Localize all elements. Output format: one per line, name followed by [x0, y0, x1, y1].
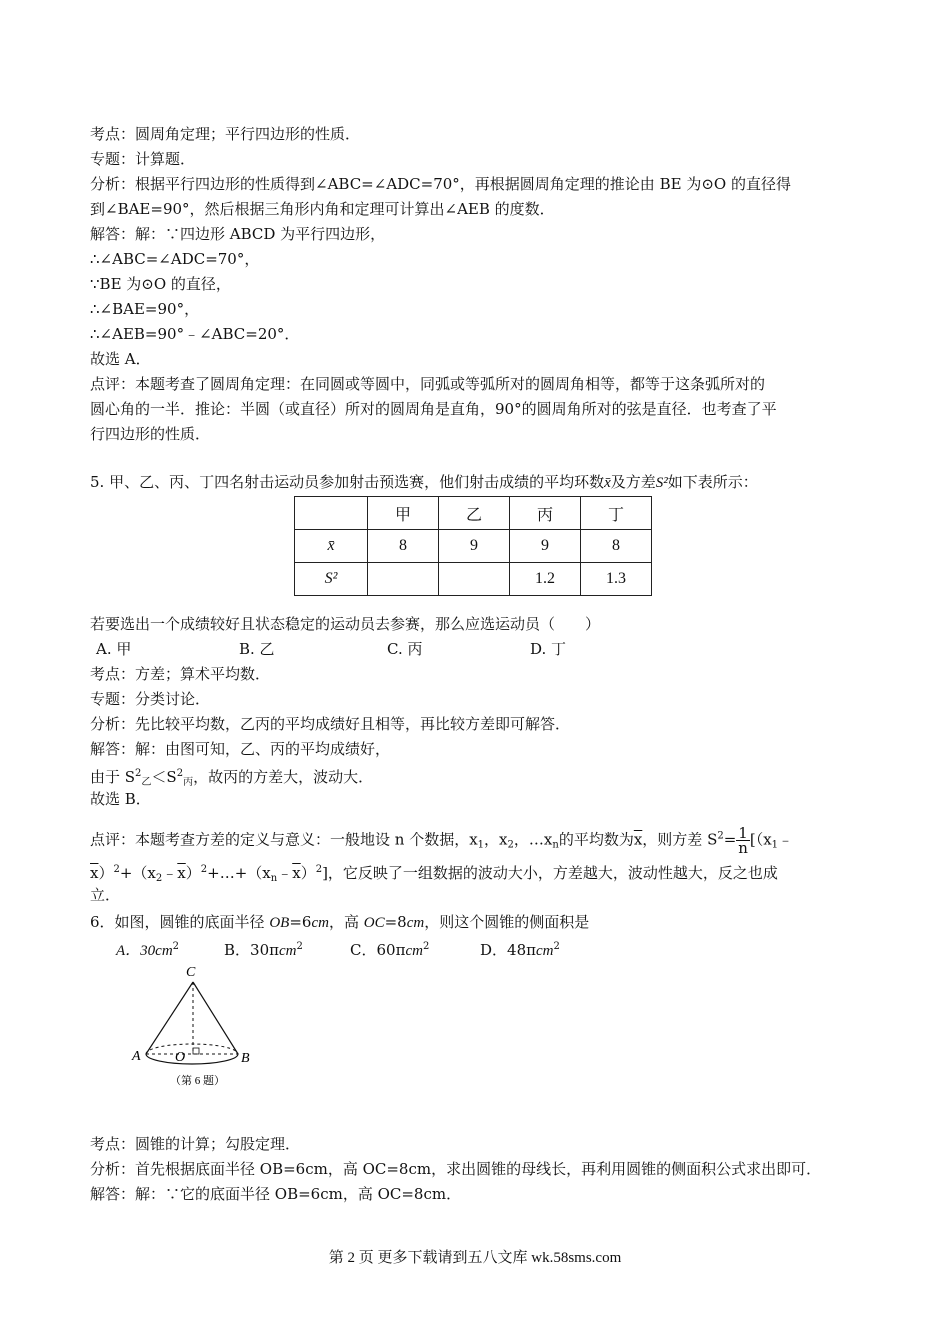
q4-comment-2: 圆心角的一半．推论：半圆（或直径）所对的圆周角是直角，90°的圆周角所对的弦是直径．也考查了平 — [90, 400, 777, 418]
cone-base-back — [146, 1044, 238, 1054]
q5-answer-2: 由于 $S^2_乙<S^2_丙$，故丙的方差大，波动大． — [90, 768, 374, 788]
table-cell: 9 — [439, 530, 510, 563]
q5-comment-3: 立． — [90, 886, 121, 904]
table-row — [295, 530, 652, 563]
q4-answer-4: ∴∠BAE=90°， — [90, 300, 200, 318]
page-footer: 第 2 页 更多下载请到五八文库 wk.58sms.com — [328, 1250, 622, 1266]
q5-analysis: 分析：先比较平均数，乙丙的平均成绩好且相等，再比较方差即可解答． — [90, 715, 571, 733]
option-b: B．30πcm$^2$ — [224, 941, 303, 959]
table-cell: 8 — [581, 530, 652, 563]
right-angle-mark — [193, 1048, 199, 1054]
q4-choice: 故选 A． — [90, 350, 151, 368]
table-header-ding: 丁 — [581, 497, 652, 530]
table-cell — [439, 563, 510, 596]
option-a: A．$30cm^2$ — [116, 941, 180, 959]
label-a: A — [132, 1049, 141, 1064]
table-cell: 1.2 — [510, 563, 581, 596]
s2-symbol: S² — [655, 475, 668, 491]
option-a: A. 甲 — [96, 640, 132, 658]
q5-zhuanti: 专题：分类讨论． — [90, 690, 211, 708]
q4-comment-1: 点评：本题考查了圆周角定理：在同圆或等圆中，同弧或等弧所对的圆周角相等，都等于这条弧所对的 — [90, 375, 766, 393]
xbar-symbol: $\overline{x}$ — [633, 830, 643, 849]
q6-analysis: 分析：首先根据底面半径 OB=6cm，高 OC=8cm，求出圆锥的母线长，再利用圆锥的侧面积公式求出即可． — [90, 1160, 822, 1178]
q5-kaodian: 考点：方差；算术平均数． — [90, 665, 271, 683]
q4-answer-2: ∴∠ABC=∠ADC=70°， — [90, 250, 260, 268]
q6-kaodian: 考点：圆锥的计算；勾股定理． — [90, 1135, 301, 1153]
q4-analysis-1: 分析：根据平行四边形的性质得到∠ABC=∠ADC=70°，再根据圆周角定理的推论由 BE 为⊙O 的直径得 — [90, 175, 791, 193]
stats-table — [294, 496, 652, 596]
table-row — [295, 497, 652, 530]
option-b: B. 乙 — [239, 640, 275, 658]
label-c: C — [186, 965, 196, 980]
fraction-one-over-n: $\frac{1}{n}$ — [738, 824, 748, 857]
option-d: D. 丁 — [530, 640, 567, 658]
q5-options — [96, 639, 566, 659]
q5-comment-2: $\overline{x})^2+(x_2﹣\overline{x})^2+\dots+(x_n﹣\overline{x})^2$]，它反映了一组数据的波动大小，方差越大，波动性越大，反之也成 — [90, 864, 778, 884]
q4-kaodian: 考点：圆周角定理；平行四边形的性质． — [90, 125, 361, 143]
q5-choice: 故选 B． — [90, 790, 151, 808]
cone-right-edge — [193, 982, 238, 1054]
xbar-symbol: x̄ — [604, 475, 611, 491]
label-o: O — [175, 1050, 186, 1065]
cone-figure — [126, 960, 266, 1092]
q5-question: 若要选出一个成绩较好且状态稳定的运动员去参赛，那么应选运动员（ ） — [90, 615, 601, 633]
q5-answer-1: 解答：解：由图可知，乙、丙的平均成绩好， — [90, 740, 391, 758]
table-cell: 9 — [510, 530, 581, 563]
q5-comment-1: 点评：本题考查方差的定义与意义：一般地设 n 个数据，$x_1$，$x_2$，$\dots x_n$的平均数为$\overline{x}$，则方差 $S^2=$ $\frac{1}{n}$ [（$x_1﹣$ — [90, 824, 794, 857]
q6-stem: 6．如图，圆锥的底面半径 OB=6cm，高 OC=8cm，则这个圆锥的侧面积是 — [90, 913, 590, 931]
table-cell — [295, 497, 368, 530]
cone-left-edge — [146, 982, 193, 1054]
q5-stem: 5. 甲、乙、丙、丁四名射击运动员参加射击预选赛，他们射击成绩的平均环数x̄及方差S²如下表所示： — [90, 473, 758, 491]
option-c: C．60πcm$^2$ — [350, 941, 430, 959]
option-d: D．48πcm$^2$ — [480, 941, 560, 959]
q4-comment-3: 行四边形的性质． — [90, 425, 211, 443]
q4-analysis-2: 到∠BAE=90°，然后根据三角形内角和定理可计算出∠AEB 的度数． — [90, 200, 555, 218]
figure-caption: （第 6 题） — [170, 1075, 225, 1087]
table-header-yi: 乙 — [439, 497, 510, 530]
table-header-bing: 丙 — [510, 497, 581, 530]
table-row — [295, 563, 652, 596]
option-c: C. 丙 — [387, 640, 423, 658]
q4-answer-1: 解答：解：∵四边形 ABCD 为平行四边形， — [90, 225, 386, 243]
table-cell: 8 — [368, 530, 439, 563]
label-b: B — [241, 1051, 250, 1066]
row-label-variance: S² — [295, 563, 368, 596]
table-header-jia: 甲 — [368, 497, 439, 530]
cone-base-front — [146, 1054, 238, 1064]
q4-zhuanti: 专题：计算题． — [90, 150, 196, 168]
q4-answer-3: ∵BE 为⊙O 的直径， — [90, 275, 231, 293]
table-cell: 1.3 — [581, 563, 652, 596]
row-label-mean: x̄ — [295, 530, 368, 563]
q6-answer: 解答：解：∵它的底面半径 OB=6cm，高 OC=8cm． — [90, 1185, 462, 1203]
q4-answer-5: ∴∠AEB=90°﹣∠ABC=20°． — [90, 325, 300, 343]
q6-options — [116, 937, 560, 961]
table-cell — [368, 563, 439, 596]
